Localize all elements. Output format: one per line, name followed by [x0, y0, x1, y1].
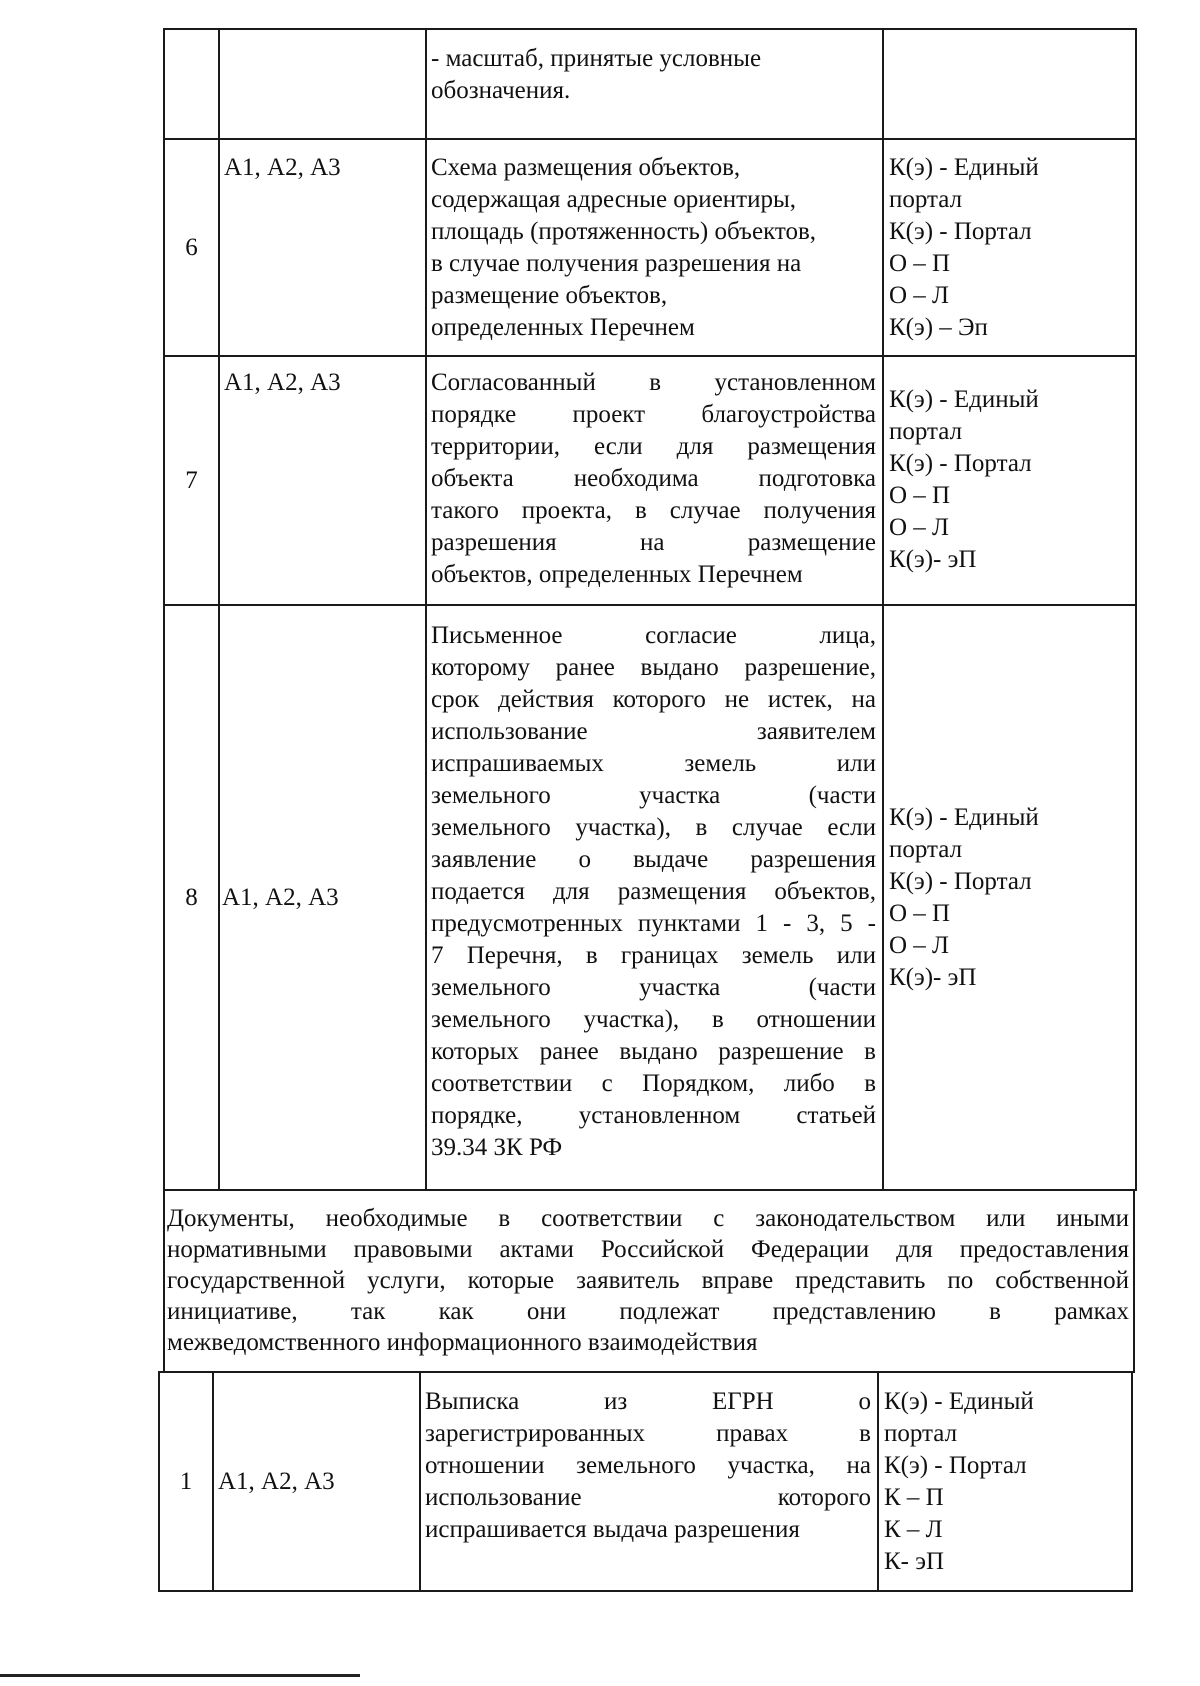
row-6-form-line: О – Л: [889, 282, 950, 309]
table2-column-divider-2: [419, 1371, 421, 1592]
row-7-number: 7: [185, 466, 198, 494]
row-8-number: 8: [185, 883, 198, 911]
row-8-description-line: 39.34 ЗК РФ: [431, 1134, 563, 1161]
column-divider-1: [218, 28, 220, 1191]
row-6-description-line: содержащая адресные ориентиры,: [431, 186, 797, 213]
row-8-applicants: А1, А2, А3: [222, 884, 339, 911]
row-8-description-line: 7 Перечня, в границах земель или: [431, 942, 876, 969]
row-8-description-line: земельного участка (части: [431, 974, 876, 1001]
column-divider-3: [882, 28, 884, 1191]
row2-1-description-line: Выписка из ЕГРН о: [425, 1388, 871, 1415]
row-separator: [158, 1371, 1135, 1373]
row-7-description-line: объектов, определенных Перечнем: [431, 561, 803, 588]
row-6-submission-forms: [889, 152, 1133, 344]
row-7-description-line: территории, если для размещения: [431, 433, 876, 460]
row-separator: [163, 355, 1137, 357]
row-8-form-line: О – Л: [889, 932, 950, 959]
row-7-form-line: К(э) - Единый: [889, 386, 1039, 413]
row-7-applicants: А1, А2, А3: [224, 369, 341, 396]
row-separator: [163, 1189, 1137, 1191]
row-8-description-line: Письменное согласие лица,: [431, 622, 876, 649]
table2-column-divider-1: [212, 1371, 214, 1592]
column-divider-2: [425, 28, 427, 1191]
row-7-description-line: Согласованный в установленном: [431, 369, 876, 396]
row-8-form-line: портал: [889, 836, 963, 863]
table-border-right: [1135, 28, 1137, 1191]
row2-1-submission-forms: [884, 1386, 1129, 1578]
section-heading-line: нормативными правовыми актами Российской Федерации для предоставления: [167, 1236, 1129, 1263]
row-8-description-line: земельного участка), в случае если: [431, 814, 876, 841]
row2-1-form-line: портал: [884, 1420, 958, 1447]
row-6-number: 6: [185, 233, 198, 261]
row-separator: [163, 138, 1137, 140]
row-8-description-line: использование заявителем: [431, 718, 876, 745]
row-8-submission-forms: [889, 802, 1133, 994]
row-8-form-line: К(э) - Портал: [889, 868, 1032, 895]
row2-1-description-line: использование которого: [425, 1484, 871, 1511]
row-7-form-line: О – П: [889, 482, 951, 509]
row2-1-description-line: отношении земельного участка, на: [425, 1452, 871, 1479]
row-8-description-line: заявление о выдаче разрешения: [431, 846, 876, 873]
row-6-description-line: в случае получения разрешения на: [431, 250, 802, 277]
row-6-description-line: определенных Перечнем: [431, 314, 695, 341]
row-7-form-line: портал: [889, 418, 963, 445]
row-6-form-line: О – П: [889, 250, 951, 277]
row-8-description-line: которому ранее выдано разрешение,: [431, 654, 876, 681]
section-heading-line: инициативе, так как они подлежат представлению в рамках: [167, 1298, 1129, 1325]
row-7-form-line: К(э)- эП: [889, 546, 977, 573]
row-7-form-line: О – Л: [889, 514, 950, 541]
row2-1-form-line: К – Л: [884, 1516, 943, 1543]
row-6-description: [431, 152, 876, 344]
row-0-description-line: обозначения.: [431, 77, 571, 104]
footer-rule: [0, 1674, 360, 1677]
row-8-description: [431, 620, 876, 1164]
row-8-description-line: подается для размещения объектов,: [431, 878, 876, 905]
row-6-description-line: площадь (протяженность) объектов,: [431, 218, 817, 245]
section-heading: [167, 1203, 1129, 1358]
row2-1-description-line: зарегистрированных правах в: [425, 1420, 871, 1447]
row-8-description-line: земельного участка), в отношении: [431, 1006, 876, 1033]
row-6-form-line: портал: [889, 186, 963, 213]
row-8-description-line: порядке, установленном статьей: [431, 1102, 876, 1129]
table2-border-bottom: [158, 1590, 1133, 1592]
row-8-description-line: срок действия которого не истек, на: [431, 686, 876, 713]
row2-1-applicants: А1, А2, А3: [218, 1468, 335, 1495]
row2-1-description: [425, 1386, 871, 1546]
row-8-description-line: соответствии с Порядком, либо в: [431, 1070, 876, 1097]
row-8-form-line: О – П: [889, 900, 951, 927]
row-8-description-line: предусмотренных пунктами 1 - 3, 5 -: [431, 910, 876, 937]
row2-1-form-line: К(э) - Портал: [884, 1452, 1027, 1479]
section-heading-line: государственной услуги, которые заявитель вправе представить по собственной: [167, 1267, 1129, 1294]
table2-border-right: [1131, 1371, 1133, 1592]
row2-1-form-line: К – П: [884, 1484, 944, 1511]
table2-column-divider-3: [877, 1371, 879, 1592]
section-heading-line: межведомственного информационного взаимодействия: [167, 1329, 758, 1356]
row2-1-form-line: К(э) - Единый: [884, 1388, 1034, 1415]
row-6-description-line: размещение объектов,: [431, 282, 668, 309]
row-6-form-line: К(э) – Эп: [889, 314, 988, 341]
row-0-description-line: - масштаб, принятые условные: [431, 45, 762, 72]
row-7-description-line: объекта необходима подготовка: [431, 465, 876, 492]
row-6-description-line: Схема размещения объектов,: [431, 154, 741, 181]
row-7-submission-forms: [889, 384, 1133, 576]
row-8-description-line: которых ранее выдано разрешение в: [431, 1038, 876, 1065]
row2-1-description-line: испрашивается выдача разрешения: [425, 1516, 800, 1543]
row-0-description: [431, 43, 876, 107]
heading-border-left: [163, 1189, 165, 1372]
heading-border-right: [1133, 1189, 1135, 1372]
row-7-description-line: такого проекта, в случае получения: [431, 497, 876, 524]
row-6-form-line: К(э) - Единый: [889, 154, 1039, 181]
row-8-form-line: К(э)- эП: [889, 964, 977, 991]
section-heading-line: Документы, необходимые в соответствии с законодательством или иными: [167, 1205, 1129, 1232]
row2-1-form-line: К- эП: [884, 1548, 945, 1575]
row2-1-number: 1: [179, 1467, 193, 1495]
row-7-description-line: порядке проект благоустройства: [431, 401, 876, 428]
row-8-form-line: К(э) - Единый: [889, 804, 1039, 831]
row-6-form-line: К(э) - Портал: [889, 218, 1032, 245]
row-7-description-line: разрешения на размещение: [431, 529, 876, 556]
row-8-description-line: испрашиваемых земель или: [431, 750, 876, 777]
row-8-description-line: земельного участка (части: [431, 782, 876, 809]
row-7-description: [431, 367, 876, 591]
row-7-form-line: К(э) - Портал: [889, 450, 1032, 477]
row-6-applicants: А1, А2, А3: [224, 154, 341, 181]
table-border-top: [163, 28, 1137, 30]
row-separator: [163, 604, 1137, 606]
